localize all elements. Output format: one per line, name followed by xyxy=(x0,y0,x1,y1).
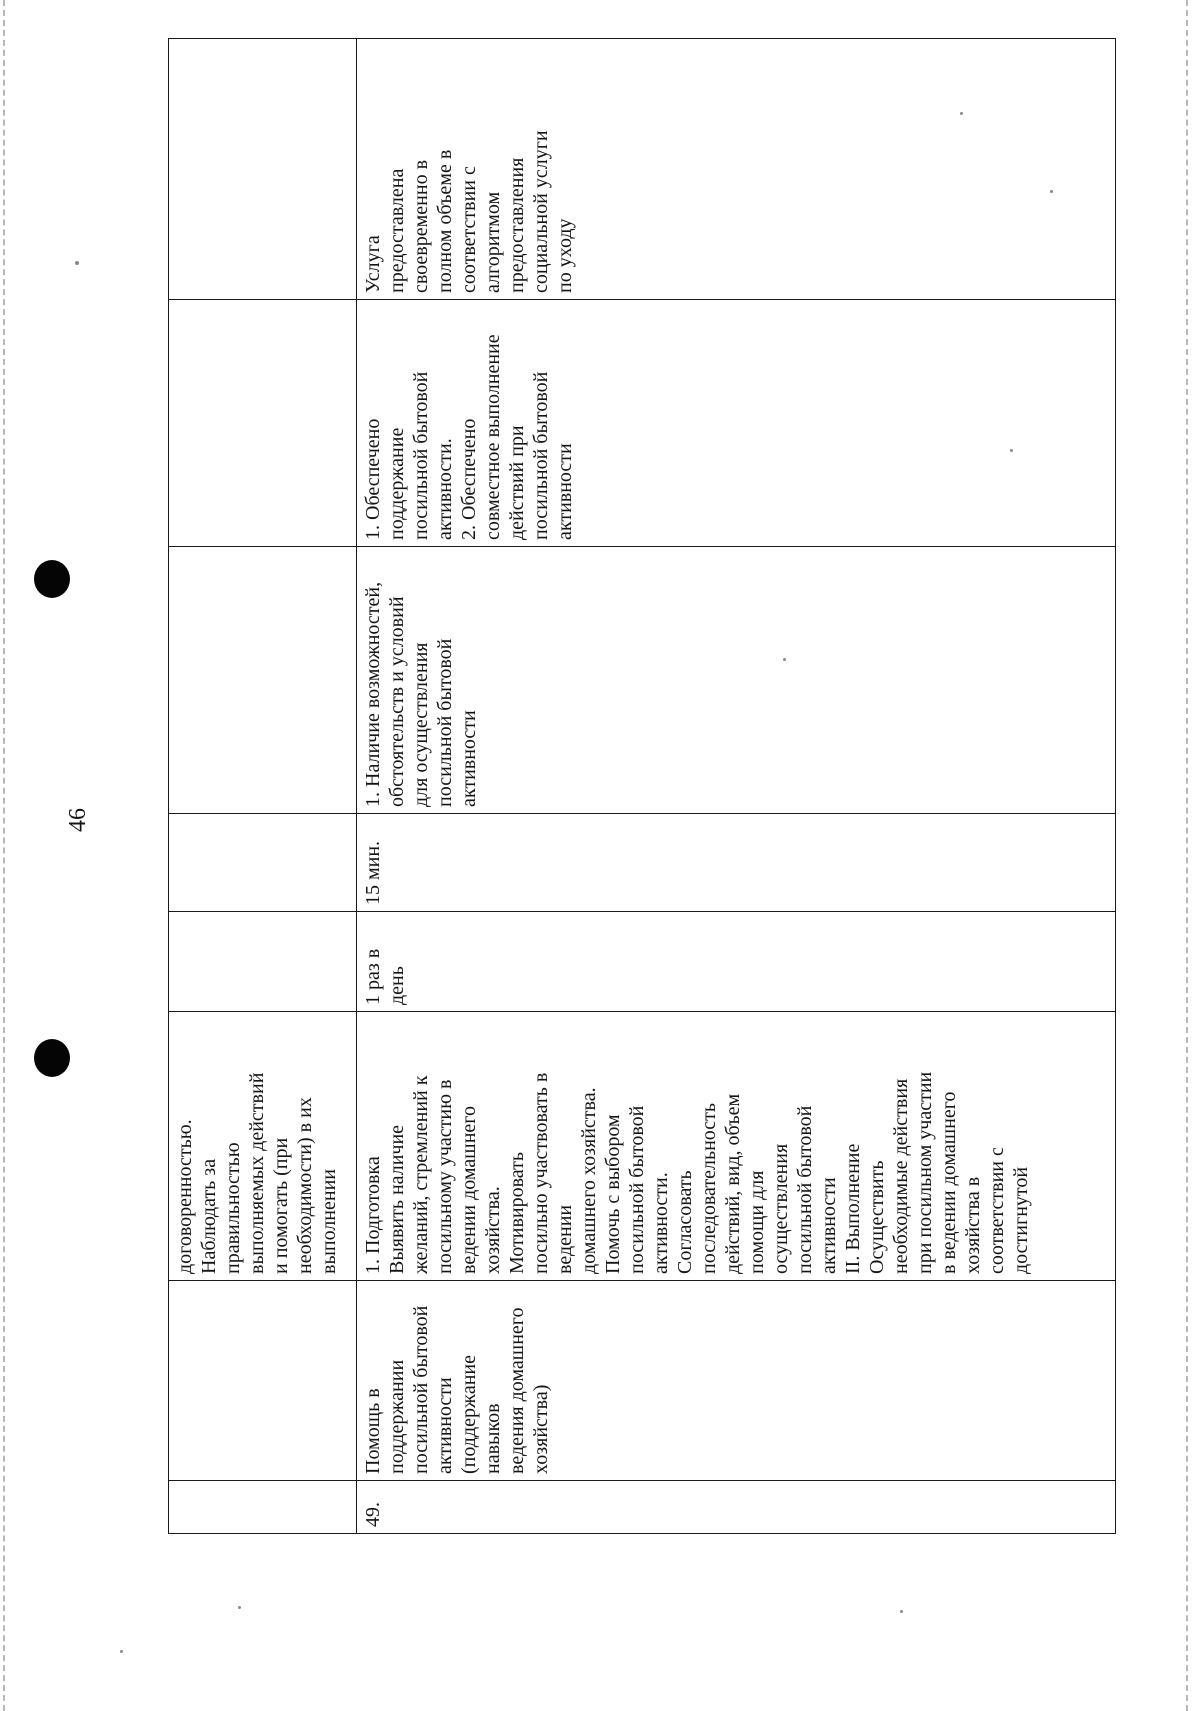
table-row-continued xyxy=(169,39,357,1534)
cell-frequency: 1 раз в день xyxy=(357,912,1116,1012)
page-number: 46 xyxy=(65,808,91,832)
scan-speck xyxy=(238,1606,241,1609)
cell-actions: договоренностью. Наблюдать за правильностью выполняемых действий и помогать (при необходимости) в их выполнении xyxy=(169,1012,357,1281)
services-table xyxy=(168,38,1116,1534)
scan-speck xyxy=(75,261,79,265)
scan-edge-left xyxy=(3,0,5,1711)
cell-indicators: 1. Обеспечено поддержание посильной бытовой активности. 2. Обеспечено совместное выполнение действий при посильной бытовой активности xyxy=(357,300,1116,547)
cell-frequency xyxy=(169,912,357,1012)
table-row-49 xyxy=(357,39,1116,1534)
punch-hole-top xyxy=(34,560,70,598)
scan-speck xyxy=(900,1610,903,1613)
cell-result: Услуга предоставлена своевременно в полном объеме в соответствии с алгоритмом предоставления социальной услуги по уходу xyxy=(357,39,1116,300)
cell-indicators xyxy=(169,300,357,547)
cell-result xyxy=(169,39,357,300)
cell-service: Помощь в поддержании посильной бытовой активности (поддержание навыков ведения домашнего хозяйства) xyxy=(357,1281,1116,1481)
cell-duration xyxy=(169,814,357,912)
rotated-table-wrapper xyxy=(168,39,1115,1534)
cell-number: 49. xyxy=(357,1481,1116,1534)
cell-duration: 15 мин. xyxy=(357,814,1116,912)
scan-speck xyxy=(120,1650,123,1653)
scan-edge-right xyxy=(1186,0,1188,1711)
punch-hole-bottom xyxy=(34,1039,70,1077)
cell-number xyxy=(169,1481,357,1534)
cell-service xyxy=(169,1281,357,1481)
cell-conditions: 1. Наличие возможностей, обстоятельств и условий для осуществления посильной бытовой активности xyxy=(357,547,1116,814)
cell-actions: 1. Подготовка Выявить наличие желаний, стремлений к посильному участию в ведении домашнего хозяйства. Мотивировать посильно участвовать в ведении домашнего хозяйства. Помочь с выбором посильной бытовой активности. Согласовать последовательность действий, вид, объем помощи для осуществления посильной бытовой активности II. Выполнение Осуществить необходимые действия при посильном участии в ведении домашнего хозяйства в соответствии с достигнутой xyxy=(357,1012,1116,1281)
cell-conditions xyxy=(169,547,357,814)
